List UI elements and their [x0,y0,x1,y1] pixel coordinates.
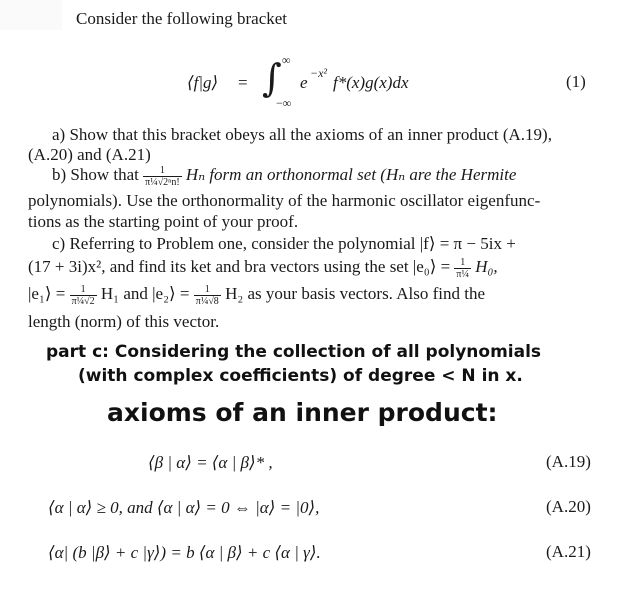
note-line2: (with complex coefficients) of degree < N in x. [78,366,523,386]
part-c-line3 [28,283,485,307]
eq1-rest: f*(x)g(x)dx [333,73,409,92]
eq1-exponent: −x² [310,66,328,80]
note-line1: part c: Considering the collection of all polynomials [46,342,542,362]
part-b-fraction [143,165,182,188]
part-a-line1: a) Show that this bracket obeys all the axioms of an inner product (A.19), [52,125,552,144]
part-c-line2-fraction [454,257,471,280]
axiom-a19-number: (A.19) [546,452,591,471]
eq1-lhs: ⟨f|g⟩ [187,73,219,92]
fraction-numerator: 1 [70,284,97,296]
part-c-line2 [28,256,498,280]
axiom-a21-number: (A.21) [546,542,591,561]
axioms-heading: axioms of an inner product: [107,398,498,427]
part-b-post: Hₙ form an orthonormal set (Hₙ are the Hermite [185,165,517,184]
part-c-line3-pre: |e₁⟩ = [28,284,66,303]
eq1-equals: = [238,73,248,92]
part-c-line3-fraction1 [70,284,97,307]
fraction-numerator: 1 [143,165,182,177]
part-b-pre: b) Show that [52,165,139,184]
fraction-numerator: 1 [194,284,221,296]
part-c-line1: c) Referring to Problem one, consider the polynomial |f⟩ = π − 5ix + [52,234,516,253]
part-c-line3-post: H₂ as your basis vectors. Also find the [225,284,486,303]
fraction-denominator: π¼√2ⁿn! [145,176,180,188]
corner-artifact [0,0,62,30]
part-b-line1 [52,164,516,188]
intro-text: Consider the following bracket [76,9,288,28]
axiom-a19-formula: ⟨β | α⟩ = ⟨α | β⟩* , [148,453,273,472]
integral-sign: ∫ [262,56,282,100]
part-c-line3-fraction2 [194,284,221,307]
part-c-line2-post: H₀, [475,257,498,276]
part-c-line3-mid: H₁ and |e₂⟩ = [100,284,190,303]
part-a-line2: (A.20) and (A.21) [28,145,151,164]
eq1-upper-limit: ∞ [282,53,291,67]
part-b-line3: tions as the starting point of your proof. [28,212,299,231]
fraction-denominator: π¼√2 [71,295,95,307]
eq1-number: (1) [566,72,586,91]
fraction-denominator: π¼ [456,268,469,280]
eq1-integrand-e: e [300,73,308,92]
axiom-a20-formula: ⟨α | α⟩ ≥ 0, and ⟨α | α⟩ = 0 ⇔ |α⟩ = |0⟩, [48,498,320,517]
eq1-lower-limit: −∞ [276,96,292,110]
fraction-denominator: π¼√8 [195,295,219,307]
part-c-line4: length (norm) of this vector. [28,312,220,331]
fraction-numerator: 1 [454,257,471,269]
axiom-a20-number: (A.20) [546,497,591,516]
part-b-line2: polynomials). Use the orthonormality of the harmonic oscillator eigenfunc- [28,191,541,210]
part-c-line2-pre: (17 + 3i)x², and find its ket and bra vectors using the set |e₀⟩ = [28,257,451,276]
axiom-a21-formula: ⟨α| (b |β⟩ + c |γ⟩) = b ⟨α | β⟩ + c ⟨α | γ⟩. [48,543,321,562]
